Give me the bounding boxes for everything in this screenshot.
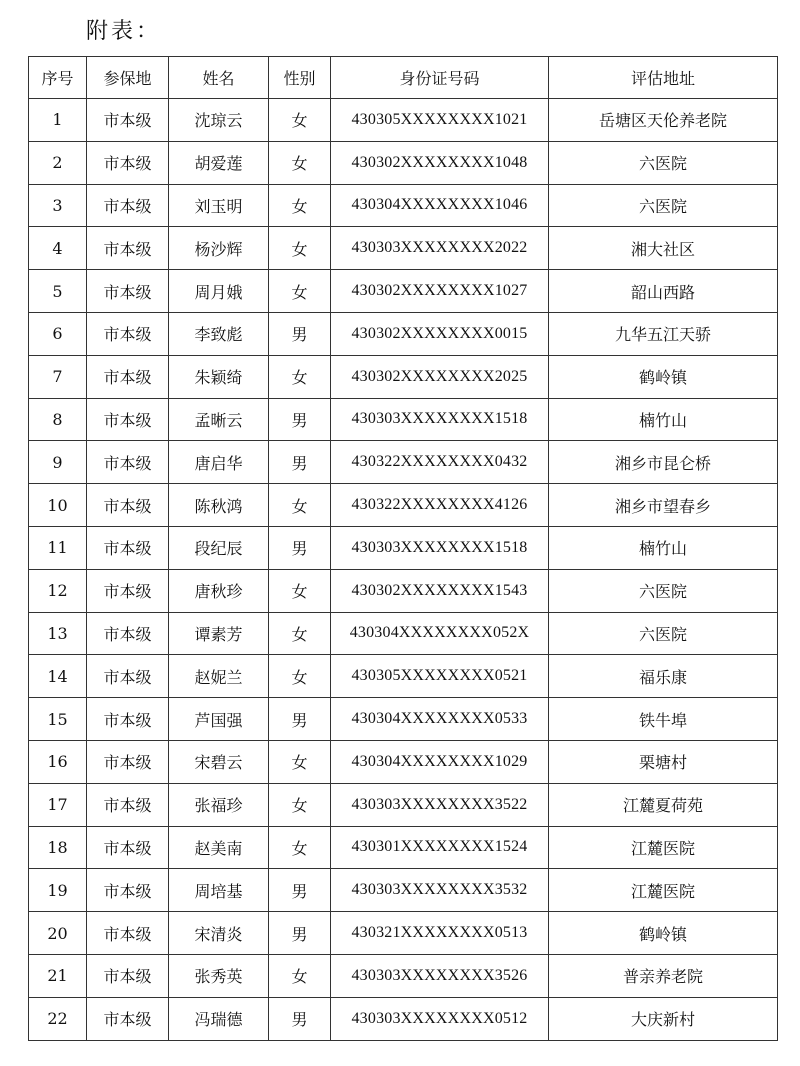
cell-gender: 女 — [269, 355, 331, 398]
cell-index: 4 — [29, 227, 87, 270]
cell-assessment-address: 福乐康 — [549, 655, 778, 698]
cell-insured-location: 市本级 — [87, 569, 169, 612]
cell-id-number: 430305XXXXXXXX1021 — [331, 99, 549, 142]
cell-index: 22 — [29, 997, 87, 1040]
table-row — [29, 740, 778, 783]
cell-assessment-address: 湘大社区 — [549, 227, 778, 270]
cell-index: 18 — [29, 826, 87, 869]
cell-insured-location: 市本级 — [87, 184, 169, 227]
cell-index: 7 — [29, 355, 87, 398]
table-row — [29, 99, 778, 142]
cell-insured-location: 市本级 — [87, 698, 169, 741]
cell-gender: 男 — [269, 312, 331, 355]
cell-assessment-address: 韶山西路 — [549, 270, 778, 313]
cell-gender: 女 — [269, 954, 331, 997]
cell-id-number: 430302XXXXXXXX2025 — [331, 355, 549, 398]
cell-id-number: 430303XXXXXXXX3526 — [331, 954, 549, 997]
cell-assessment-address: 大庆新村 — [549, 997, 778, 1040]
cell-id-number: 430303XXXXXXXX3522 — [331, 783, 549, 826]
cell-name: 周培基 — [169, 869, 269, 912]
cell-name: 沈琼云 — [169, 99, 269, 142]
cell-insured-location: 市本级 — [87, 270, 169, 313]
cell-assessment-address: 湘乡市昆仑桥 — [549, 441, 778, 484]
cell-insured-location: 市本级 — [87, 954, 169, 997]
cell-assessment-address: 鹤岭镇 — [549, 355, 778, 398]
cell-name: 段纪辰 — [169, 526, 269, 569]
cell-name: 芦国强 — [169, 698, 269, 741]
cell-id-number: 430301XXXXXXXX1524 — [331, 826, 549, 869]
header-gender: 性别 — [269, 57, 331, 99]
cell-index: 3 — [29, 184, 87, 227]
cell-index: 11 — [29, 526, 87, 569]
table-row — [29, 141, 778, 184]
cell-gender: 男 — [269, 526, 331, 569]
cell-assessment-address: 湘乡市望春乡 — [549, 484, 778, 527]
cell-insured-location: 市本级 — [87, 740, 169, 783]
cell-assessment-address: 普亲养老院 — [549, 954, 778, 997]
table-row — [29, 355, 778, 398]
cell-index: 20 — [29, 912, 87, 955]
cell-index: 14 — [29, 655, 87, 698]
cell-index: 9 — [29, 441, 87, 484]
table-row — [29, 484, 778, 527]
table-row — [29, 270, 778, 313]
cell-id-number: 430303XXXXXXXX1518 — [331, 526, 549, 569]
cell-id-number: 430322XXXXXXXX4126 — [331, 484, 549, 527]
cell-id-number: 430303XXXXXXXX1518 — [331, 398, 549, 441]
cell-gender: 男 — [269, 997, 331, 1040]
cell-insured-location: 市本级 — [87, 655, 169, 698]
cell-index: 15 — [29, 698, 87, 741]
cell-insured-location: 市本级 — [87, 312, 169, 355]
cell-gender: 女 — [269, 184, 331, 227]
cell-name: 唐启华 — [169, 441, 269, 484]
cell-index: 19 — [29, 869, 87, 912]
cell-assessment-address: 六医院 — [549, 569, 778, 612]
cell-assessment-address: 楠竹山 — [549, 526, 778, 569]
cell-id-number: 430302XXXXXXXX1543 — [331, 569, 549, 612]
cell-insured-location: 市本级 — [87, 141, 169, 184]
cell-assessment-address: 鹤岭镇 — [549, 912, 778, 955]
cell-index: 6 — [29, 312, 87, 355]
cell-assessment-address: 六医院 — [549, 184, 778, 227]
cell-insured-location: 市本级 — [87, 484, 169, 527]
cell-id-number: 430322XXXXXXXX0432 — [331, 441, 549, 484]
cell-id-number: 430302XXXXXXXX0015 — [331, 312, 549, 355]
cell-insured-location: 市本级 — [87, 869, 169, 912]
cell-assessment-address: 江麓医院 — [549, 869, 778, 912]
cell-index: 2 — [29, 141, 87, 184]
cell-index: 10 — [29, 484, 87, 527]
cell-name: 陈秋鸿 — [169, 484, 269, 527]
cell-index: 16 — [29, 740, 87, 783]
cell-gender: 男 — [269, 912, 331, 955]
cell-id-number: 430304XXXXXXXX1046 — [331, 184, 549, 227]
cell-assessment-address: 栗塘村 — [549, 740, 778, 783]
cell-gender: 男 — [269, 441, 331, 484]
cell-insured-location: 市本级 — [87, 612, 169, 655]
table-row — [29, 184, 778, 227]
cell-assessment-address: 江麓医院 — [549, 826, 778, 869]
table-row — [29, 227, 778, 270]
cell-insured-location: 市本级 — [87, 227, 169, 270]
page-heading: 附表： — [86, 19, 162, 44]
cell-index: 1 — [29, 99, 87, 142]
cell-gender: 女 — [269, 227, 331, 270]
cell-name: 唐秋珍 — [169, 569, 269, 612]
cell-name: 赵妮兰 — [169, 655, 269, 698]
cell-gender: 女 — [269, 484, 331, 527]
header-id-number: 身份证号码 — [331, 57, 549, 99]
cell-insured-location: 市本级 — [87, 912, 169, 955]
header-assessment-address: 评估地址 — [549, 57, 778, 99]
cell-id-number: 430321XXXXXXXX0513 — [331, 912, 549, 955]
table-row — [29, 398, 778, 441]
cell-gender: 女 — [269, 826, 331, 869]
cell-id-number: 430303XXXXXXXX2022 — [331, 227, 549, 270]
cell-name: 赵美南 — [169, 826, 269, 869]
cell-assessment-address: 江麓夏荷苑 — [549, 783, 778, 826]
header-insured-location: 参保地 — [87, 57, 169, 99]
cell-assessment-address: 九华五江天骄 — [549, 312, 778, 355]
cell-insured-location: 市本级 — [87, 997, 169, 1040]
cell-gender: 女 — [269, 783, 331, 826]
cell-name: 张福珍 — [169, 783, 269, 826]
cell-insured-location: 市本级 — [87, 526, 169, 569]
header-index: 序号 — [29, 57, 87, 99]
table-row — [29, 826, 778, 869]
cell-insured-location: 市本级 — [87, 826, 169, 869]
table-row — [29, 783, 778, 826]
cell-index: 12 — [29, 569, 87, 612]
table-row — [29, 612, 778, 655]
table-row — [29, 526, 778, 569]
cell-gender: 女 — [269, 569, 331, 612]
cell-id-number: 430304XXXXXXXX1029 — [331, 740, 549, 783]
cell-assessment-address: 铁牛埠 — [549, 698, 778, 741]
cell-id-number: 430305XXXXXXXX0521 — [331, 655, 549, 698]
cell-gender: 女 — [269, 740, 331, 783]
cell-name: 谭素芳 — [169, 612, 269, 655]
table-row — [29, 869, 778, 912]
cell-gender: 女 — [269, 270, 331, 313]
cell-assessment-address: 岳塘区天伦养老院 — [549, 99, 778, 142]
cell-name: 周月娥 — [169, 270, 269, 313]
cell-insured-location: 市本级 — [87, 441, 169, 484]
cell-name: 张秀英 — [169, 954, 269, 997]
cell-name: 李致彪 — [169, 312, 269, 355]
table-row — [29, 441, 778, 484]
cell-gender: 女 — [269, 141, 331, 184]
cell-id-number: 430303XXXXXXXX0512 — [331, 997, 549, 1040]
cell-name: 刘玉明 — [169, 184, 269, 227]
cell-gender: 男 — [269, 698, 331, 741]
cell-index: 8 — [29, 398, 87, 441]
cell-index: 5 — [29, 270, 87, 313]
table-row — [29, 698, 778, 741]
cell-assessment-address: 六医院 — [549, 141, 778, 184]
cell-id-number: 430302XXXXXXXX1048 — [331, 141, 549, 184]
appendix-table — [28, 56, 778, 1041]
table-row — [29, 912, 778, 955]
cell-name: 朱颖绮 — [169, 355, 269, 398]
cell-assessment-address: 六医院 — [549, 612, 778, 655]
cell-id-number: 430304XXXXXXXX0533 — [331, 698, 549, 741]
table-row — [29, 954, 778, 997]
cell-name: 冯瑞德 — [169, 997, 269, 1040]
cell-gender: 女 — [269, 99, 331, 142]
cell-gender: 女 — [269, 655, 331, 698]
cell-id-number: 430303XXXXXXXX3532 — [331, 869, 549, 912]
cell-name: 宋碧云 — [169, 740, 269, 783]
table-body — [29, 99, 778, 1041]
cell-name: 孟晰云 — [169, 398, 269, 441]
cell-index: 13 — [29, 612, 87, 655]
cell-name: 胡爱莲 — [169, 141, 269, 184]
table-header-row — [29, 57, 778, 99]
cell-name: 杨沙辉 — [169, 227, 269, 270]
table-row — [29, 997, 778, 1040]
cell-gender: 男 — [269, 398, 331, 441]
cell-name: 宋清炎 — [169, 912, 269, 955]
cell-insured-location: 市本级 — [87, 99, 169, 142]
header-name: 姓名 — [169, 57, 269, 99]
cell-index: 17 — [29, 783, 87, 826]
cell-id-number: 430302XXXXXXXX1027 — [331, 270, 549, 313]
cell-id-number: 430304XXXXXXXX052X — [331, 612, 549, 655]
table-row — [29, 569, 778, 612]
cell-insured-location: 市本级 — [87, 398, 169, 441]
cell-gender: 男 — [269, 869, 331, 912]
cell-gender: 女 — [269, 612, 331, 655]
cell-assessment-address: 楠竹山 — [549, 398, 778, 441]
table-row — [29, 655, 778, 698]
cell-insured-location: 市本级 — [87, 783, 169, 826]
table-row — [29, 312, 778, 355]
cell-insured-location: 市本级 — [87, 355, 169, 398]
cell-index: 21 — [29, 954, 87, 997]
